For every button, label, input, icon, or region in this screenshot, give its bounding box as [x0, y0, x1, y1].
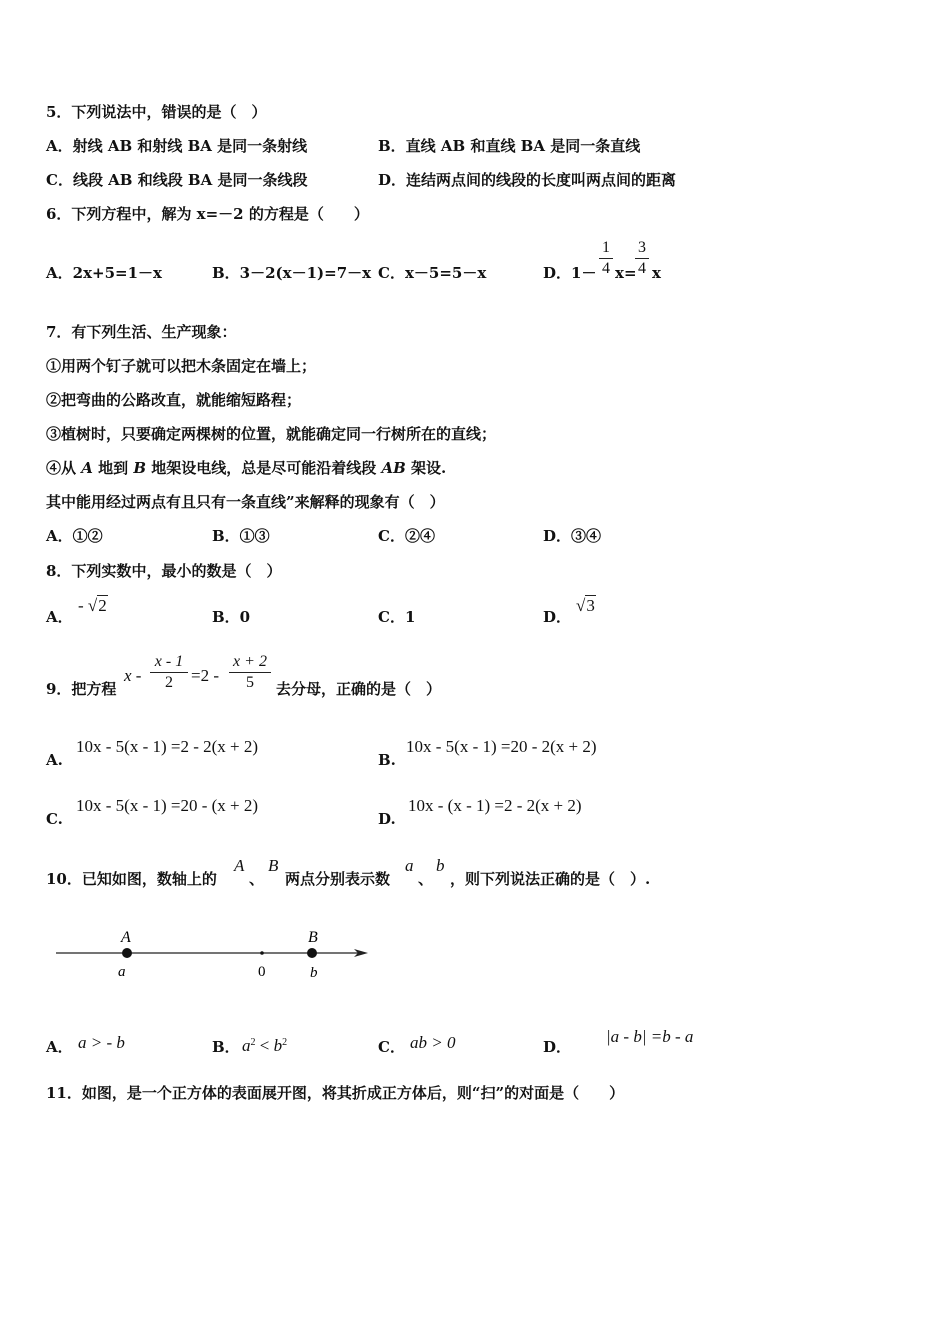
q9-option-a: 10x - 5(x - 1) =2 - 2(x + 2) [76, 737, 259, 756]
value-a-label: a [118, 964, 126, 980]
q10-option-b: $a^2 < b^2$ [242, 1036, 288, 1055]
q5-option-d: D．连结两点间的线段的长度叫两点间的距离 [378, 171, 677, 189]
q8-stem: 8．下列实数中，最小的数是（ ） [46, 562, 282, 580]
q7-question: 其中能用经过两点有且只有一条直线”来解释的现象有（ ） [46, 493, 445, 511]
q10-option-a: a > - b [78, 1033, 125, 1052]
q7-option-b: B．①③ [212, 527, 270, 545]
q6-option-d-label: D．1－ [543, 264, 597, 282]
q9-option-b: 10x - 5(x - 1) =20 - 2(x + 2) [406, 737, 597, 756]
q9-option-d: 10x - (x - 1) =2 - 2(x + 2) [408, 796, 582, 815]
q9-stem-suffix: 去分母，正确的是（ ） [276, 680, 442, 698]
q9-option-b-label: B. [378, 751, 396, 769]
q5-option-c: C．线段 AB 和线段 BA 是同一条线段 [46, 171, 308, 189]
q10-stem: 10．已知如图，数轴上的 [46, 870, 217, 888]
q5-option-b: B．直线 AB 和直线 BA 是同一条直线 [378, 137, 641, 155]
q8-option-b: B．0 [212, 608, 251, 626]
q8-option-c: C．1 [378, 608, 416, 626]
q10-stem-sep1: 、 [249, 870, 265, 888]
q6-option-d-mid: x= [615, 264, 637, 282]
q9-option-c: 10x - 5(x - 1) =20 - (x + 2) [76, 796, 259, 815]
q10-stem-A: A [234, 856, 245, 875]
q10-stem-b: b [436, 856, 445, 875]
q6-fraction-one-quarter: 1 4 [599, 239, 613, 278]
q9-fraction-2: x + 2 5 [229, 653, 271, 692]
q9-fraction-1: x - 1 2 [150, 653, 188, 692]
point-b-label: B [308, 929, 318, 946]
q9-option-d-label: D. [378, 810, 396, 828]
q11-stem: 11．如图，是一个正方体的表面展开图，将其折成正方体后，则“扫”的对面是（ ） [46, 1084, 625, 1102]
q9-option-a-label: A. [46, 751, 63, 769]
q9-stem-prefix: 9．把方程 [46, 680, 117, 698]
q7-item-3: ③植树时，只要确定两棵树的位置，就能确定同一行树所在的直线； [46, 425, 497, 443]
q10-option-d-label: D． [543, 1038, 572, 1056]
q8-option-a-label: A． [46, 608, 73, 626]
q5-option-a: A．射线 AB 和射线 BA 是同一条射线 [46, 137, 308, 155]
q10-stem-B: B [268, 856, 279, 875]
q7-option-a: A．①② [46, 527, 103, 545]
q9-equation: x - [124, 666, 142, 685]
q8-option-a-value: - √2 [78, 596, 107, 615]
q6-option-d-end: x [652, 264, 661, 282]
q10-option-b-label: B． [212, 1038, 240, 1056]
q6-option-c: C．x－5=5－x [378, 264, 487, 282]
value-b-label: b [310, 965, 318, 981]
q10-option-c: ab > 0 [410, 1033, 456, 1052]
q7-stem: 7．有下列生活、生产现象： [46, 323, 237, 341]
q7-item-2: ②把弯曲的公路改直，就能缩短路程； [46, 391, 302, 409]
q7-item-1: ①用两个钉子就可以把木条固定在墙上； [46, 357, 317, 375]
q8-option-d-value: √3 [576, 596, 595, 615]
point-a-dot [122, 948, 132, 958]
number-line-figure [50, 925, 380, 985]
q10-stem-mid: 两点分别表示数 [285, 870, 391, 888]
q9-option-c-label: C. [46, 810, 63, 828]
q9-equation-equals: =2 - [191, 666, 219, 685]
zero-label: 0 [258, 964, 266, 980]
point-a-label: A [121, 929, 131, 946]
q6-option-b: B．3－2(x－1)=7－x [212, 264, 372, 282]
q7-option-c: C．②④ [378, 527, 435, 545]
q10-option-a-label: A． [46, 1038, 73, 1056]
q6-fraction-three-quarters: 3 4 [635, 239, 649, 278]
q6-option-a: A．2x+5=1－x [46, 264, 162, 282]
zero-tick [260, 951, 264, 955]
q6-stem: 6．下列方程中，解为 x=－2 的方程是（ ） [46, 205, 369, 223]
q7-option-d: D．③④ [543, 527, 602, 545]
point-b-dot [307, 948, 317, 958]
q7-item-4: ④从 A 地到 B 地架设电线，总是尽可能沿着线段 AB 架设. [46, 459, 447, 477]
q10-stem-a: a [405, 856, 414, 875]
q8-option-d-label: D． [543, 608, 572, 626]
q10-stem-sep2: 、 [418, 870, 434, 888]
q5-stem: 5．下列说法中，错误的是（ ） [46, 103, 267, 121]
q10-option-c-label: C． [378, 1038, 405, 1056]
q10-option-d: |a - b| =b - a [606, 1027, 694, 1046]
q10-stem-suffix: ，则下列说法正确的是（ ）. [450, 870, 651, 888]
